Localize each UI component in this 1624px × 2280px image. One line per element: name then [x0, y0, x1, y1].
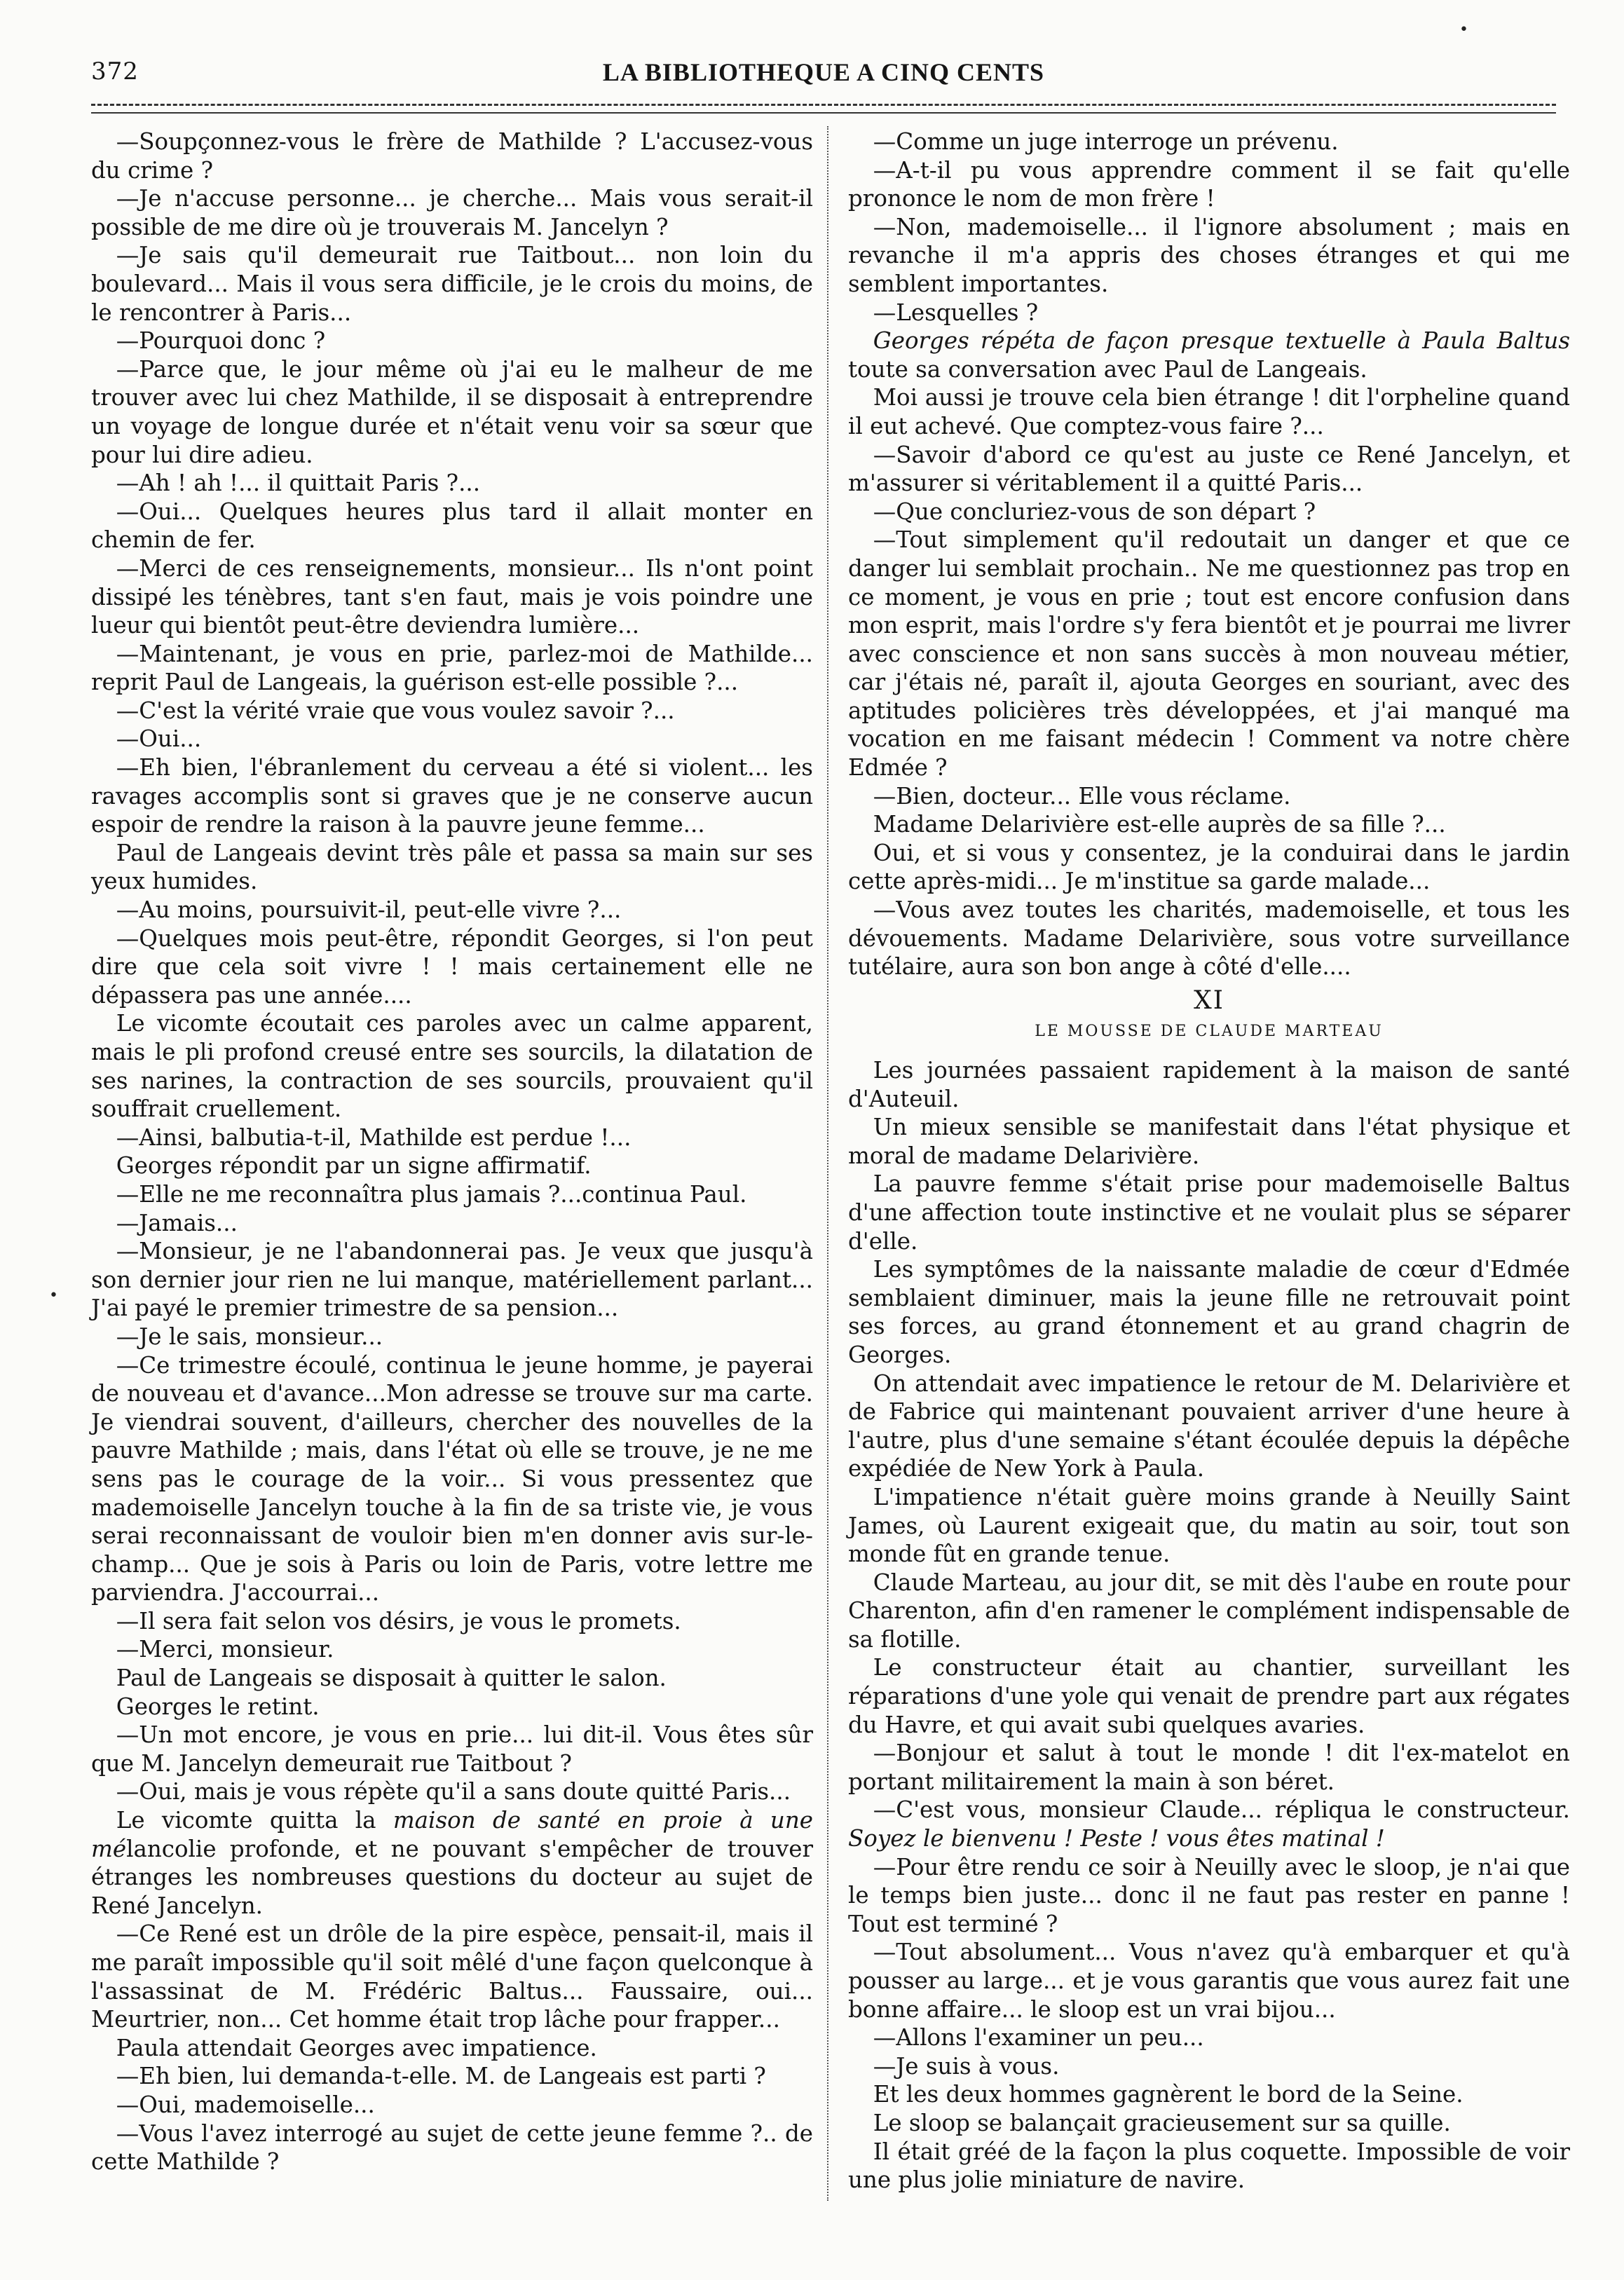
paragraph: —Ainsi, balbutia-t-il, Mathilde est perdue !... — [116, 1124, 632, 1151]
paragraph: —Je n'accuse personne... je cherche... Mais vous serait-il possible de me dire où je trouverais M. Jancelyn ? — [91, 185, 813, 240]
header-rule-dashed — [91, 104, 1556, 106]
chapter-title: LE MOUSSE DE CLAUDE MARTEAU — [1035, 1023, 1384, 1041]
paragraph: Moi aussi je trouve cela bien étrange ! dit l'orpheline quand il eut achevé. Que comptez-vous faire ?... — [848, 384, 1570, 439]
paragraph: —Oui... — [116, 725, 202, 753]
paragraph: —Je le sais, monsieur... — [116, 1323, 383, 1350]
paragraph: —Vous avez toutes les charités, mademoiselle, et tous les dévouements. Madame Delarivière, sous votre surveillance tutélaire, aura son bon ange à côté d'elle.... — [848, 896, 1570, 981]
paragraph: Et les deux hommes gagnèrent le bord de la Seine. — [873, 2081, 1463, 2108]
paragraph: Le vicomte écoutait ces paroles avec un calme apparent, mais le pli profond creusé entre ses sourcils, la dilatation de ses narines, la contraction de ses sourcils, prouvaient qu'il souffrait cruellement. — [91, 1010, 813, 1123]
text-run: lancolie profonde, et ne pouvant s'empêcher de trouver étranges les nombreuses questions du docteur au sujet de René Jancelyn. — [91, 1835, 813, 1919]
paragraph: Oui, et si vous y consentez, je la conduirai dans le jardin cette après-midi... Je m'institue sa garde malade... — [848, 839, 1570, 895]
left-column — [91, 128, 813, 2176]
paragraph: Paula attendait Georges avec impatience. — [116, 2034, 597, 2061]
ink-speck: • — [49, 1287, 58, 1304]
paragraph-mixed — [848, 327, 1570, 383]
paragraph: Georges répondit par un signe affirmatif. — [116, 1152, 592, 1180]
text-run-italic: Soyez le bienvenu ! Peste ! vous êtes matinal ! — [848, 1825, 1385, 1852]
paragraph: —Tout simplement qu'il redoutait un danger et que ce danger lui semblait prochain.. Ne me questionnez pas trop en ce moment, je vous en prie ; tout est encore confusion dans mon esprit, mais l'ordre s'y fera bientôt et je pourrai me livrer avec conscience et non sans succès à mon nouveau métier, car j'étais né, paraît il, ajouta Georges en souriant, avec des aptitudes policières très développées, et j'ai manqué ma vocation en me faisant médecin ! Comment va notre chère Edmée ? — [848, 526, 1570, 781]
paragraph: —Merci, monsieur. — [116, 1636, 334, 1663]
paragraph: —Eh bien, lui demanda-t-elle. M. de Langeais est parti ? — [116, 2063, 766, 2090]
paragraph: —Parce que, le jour même où j'ai eu le malheur de me trouver avec lui chez Mathilde, il se disposait à entreprendre un voyage de longue durée et n'était venu voir sa sœur que pour lui dire adieu. — [91, 355, 813, 468]
paragraph: Un mieux sensible se manifestait dans l'état physique et moral de madame Delarivière. — [848, 1114, 1570, 1169]
paragraph: —Au moins, poursuivit-il, peut-elle vivre ?... — [116, 896, 622, 924]
paragraph: —Pourquoi donc ? — [116, 327, 326, 355]
paragraph: Le sloop se balançait gracieusement sur sa quille. — [873, 2109, 1451, 2136]
running-title: LA BIBLIOTHEQUE A CINQ CENTS — [602, 58, 1045, 86]
paragraph: —Savoir d'abord ce qu'est au juste ce René Jancelyn, et m'assurer si véritablement il a quitté Paris... — [848, 441, 1570, 497]
paragraph: —Je suis à vous. — [873, 2052, 1060, 2080]
paragraph: Paul de Langeais devint très pâle et passa sa main sur ses yeux humides. — [91, 839, 813, 895]
paragraph: —Un mot encore, je vous en prie... lui dit-il. Vous êtes sûr que M. Jancelyn demeurait rue Taitbout ? — [91, 1721, 813, 1777]
paragraph: —Ce trimestre écoulé, continua le jeune homme, je payerai de nouveau et d'avance...Mon adresse se trouve sur ma carte. Je viendrai souvent, d'ailleurs, chercher des nouvelles de la pauvre Mathilde ; mais, dans l'état où elle se trouve, je ne me sens pas le courage de la voir... Si vous pressentez que mademoiselle Jancelyn touche à la fin de sa triste vie, je vous serai reconnaissant de vouloir bien m'en donner avis sur-le-champ... Que je sois à Paris ou loin de Paris, votre lettre me parviendra. J'accourrai... — [91, 1351, 813, 1606]
text-run: Le vicomte quitta la — [116, 1807, 393, 1834]
paragraph-mixed — [848, 1796, 1570, 1852]
paragraph: La pauvre femme s'était prise pour mademoiselle Baltus d'une affection toute instinctive et ne voulait plus se séparer d'elle. — [848, 1170, 1570, 1255]
paragraph: —Eh bien, l'ébranlement du cerveau a été si violent... les ravages accomplis sont si graves que je ne conserve aucun espoir de rendre la raison à la pauvre jeune femme... — [91, 754, 813, 838]
paragraph: —Oui... Quelques heures plus tard il allait monter en chemin de fer. — [91, 498, 813, 554]
text-run-italic: Georges répéta de façon presque textuelle à Paula Baltus — [873, 327, 1570, 355]
paragraph: —Quelques mois peut-être, répondit Georges, si l'on peut dire que cela soit vivre ! ! mais certainement elle ne dépassera pas une année.... — [91, 924, 813, 1009]
paragraph: —Ce René est un drôle de la pire espèce, pensait-il, mais il me paraît impossible qu'il soit mêlé d'une façon quelconque à l'assassinat de M. Frédéric Baltus... Faussaire, oui... Meurtrier, non... Cet homme était trop lâche pour frapper... — [91, 1920, 813, 2033]
paragraph: —Pour être rendu ce soir à Neuilly avec le sloop, je n'ai que le temps bien juste... donc il ne faut pas rester en panne ! Tout est terminé ? — [848, 1853, 1570, 1937]
paragraph: Madame Delarivière est-elle auprès de sa fille ?... — [873, 811, 1446, 838]
paragraph: —Oui, mademoiselle... — [116, 2091, 375, 2118]
paragraph: —Je sais qu'il demeurait rue Taitbout... non loin du boulevard... Mais il vous sera difficile, je le crois du moins, de le rencontrer à Paris... — [91, 242, 813, 326]
paragraph: —Bien, docteur... Elle vous réclame. — [873, 782, 1291, 810]
paragraph: Il était gréé de la façon la plus coquette. Impossible de voir une plus jolie miniature de navire. — [848, 2138, 1570, 2194]
paragraph: —A-t-il pu vous apprendre comment il se fait qu'elle prononce le nom de mon frère ! — [848, 156, 1570, 212]
paragraph-mixed — [91, 1806, 813, 1920]
paragraph: Claude Marteau, au jour dit, se mit dès l'aube en route pour Charenton, afin d'en ramener le complément indispensable de sa flotille. — [848, 1569, 1570, 1653]
paragraph: —Tout absolument... Vous n'avez qu'à embarquer et qu'à pousser au large... et je vous garantis que vous aurez fait une bonne affaire... le sloop est un vrai bijou... — [848, 1939, 1570, 2023]
paragraph: —Bonjour et salut à tout le monde ! dit l'ex-matelot en portant militairement la main à son béret. — [848, 1740, 1570, 1795]
right-column — [848, 128, 1570, 2194]
chapter-number: XI — [1194, 985, 1224, 1015]
paragraph: —Allons l'examiner un peu... — [873, 2024, 1204, 2052]
paragraph: —C'est la vérité vraie que vous voulez savoir ?... — [116, 697, 675, 724]
paragraph: —Maintenant, je vous en prie, parlez-moi de Mathilde... reprit Paul de Langeais, la guérison est-elle possible ?... — [91, 640, 813, 696]
paragraph: —Vous l'avez interrogé au sujet de cette jeune femme ?.. de cette Mathilde ? — [91, 2119, 813, 2176]
paragraph: —Monsieur, je ne l'abandonnerai pas. Je veux que jusqu'à son dernier jour rien ne lui manque, matériellement parlant... J'ai payé le premier trimestre de sa pension... — [91, 1238, 813, 1322]
paragraph: —Ah ! ah !... il quittait Paris ?... — [116, 470, 481, 497]
header-rule-solid — [91, 112, 1556, 114]
paragraph: —Non, mademoiselle... il l'ignore absolument ; mais en revanche il m'a appris des choses étranges et qui me semblent importantes. — [848, 213, 1570, 297]
paragraph: —Soupçonnez-vous le frère de Mathilde ? L'accusez-vous du crime ? — [91, 128, 813, 184]
paragraph: Georges le retint. — [116, 1693, 320, 1720]
paragraph: —Jamais... — [116, 1209, 238, 1236]
paragraph: —Comme un juge interroge un prévenu. — [873, 128, 1339, 155]
paragraph: On attendait avec impatience le retour de M. Delarivière et de Fabrice qui maintenant pouvaient arriver d'une heure à l'autre, plus d'une semaine s'étant écoulée depuis la dépêche expédiée de New York à Paula. — [848, 1370, 1570, 1482]
text-run: toute sa conversation avec Paul de Langeais. — [848, 355, 1367, 383]
paragraph: Le constructeur était au chantier, surveillant les réparations d'une yole qui venait de prendre part aux régates du Havre, et qui avait subi quelques avaries. — [848, 1654, 1570, 1738]
paragraph: —Elle ne me reconnaîtra plus jamais ?...continua Paul. — [116, 1180, 747, 1208]
column-divider — [827, 126, 828, 2201]
paragraph: Paul de Langeais se disposait à quitter le salon. — [116, 1665, 667, 1692]
page-number: 372 — [91, 57, 139, 86]
ink-speck: • — [1459, 21, 1468, 39]
paragraph: —Oui, mais je vous répète qu'il a sans doute quitté Paris... — [116, 1778, 791, 1805]
paragraph: L'impatience n'était guère moins grande à Neuilly Saint James, où Laurent exigeait que, du matin au soir, tout son monde fût en grande tenue. — [848, 1483, 1570, 1568]
page-header — [91, 57, 1556, 100]
paragraph: —Que concluriez-vous de son départ ? — [873, 498, 1316, 525]
text-run-italic: maison de santé en proie à une mé — [91, 1807, 813, 1862]
paragraph: —Merci de ces renseignements, monsieur... Ils n'ont point dissipé les ténèbres, tant s'en faut, mais je vois poindre une lueur qui bientôt peut-être deviendra lumière... — [91, 554, 813, 639]
paragraph: Les journées passaient rapidement à la maison de santé d'Auteuil. — [848, 1057, 1570, 1112]
paragraph: —Il sera fait selon vos désirs, je vous le promets. — [116, 1607, 681, 1634]
paragraph: —Lesquelles ? — [873, 299, 1039, 326]
text-run: —C'est vous, monsieur Claude... répliqua le constructeur. — [873, 1796, 1570, 1824]
paragraph: Les symptômes de la naissante maladie de cœur d'Edmée semblaient diminuer, mais la jeune fille ne retrouvait point ses forces, au grand étonnement et au grand chagrin de Georges. — [848, 1256, 1570, 1368]
